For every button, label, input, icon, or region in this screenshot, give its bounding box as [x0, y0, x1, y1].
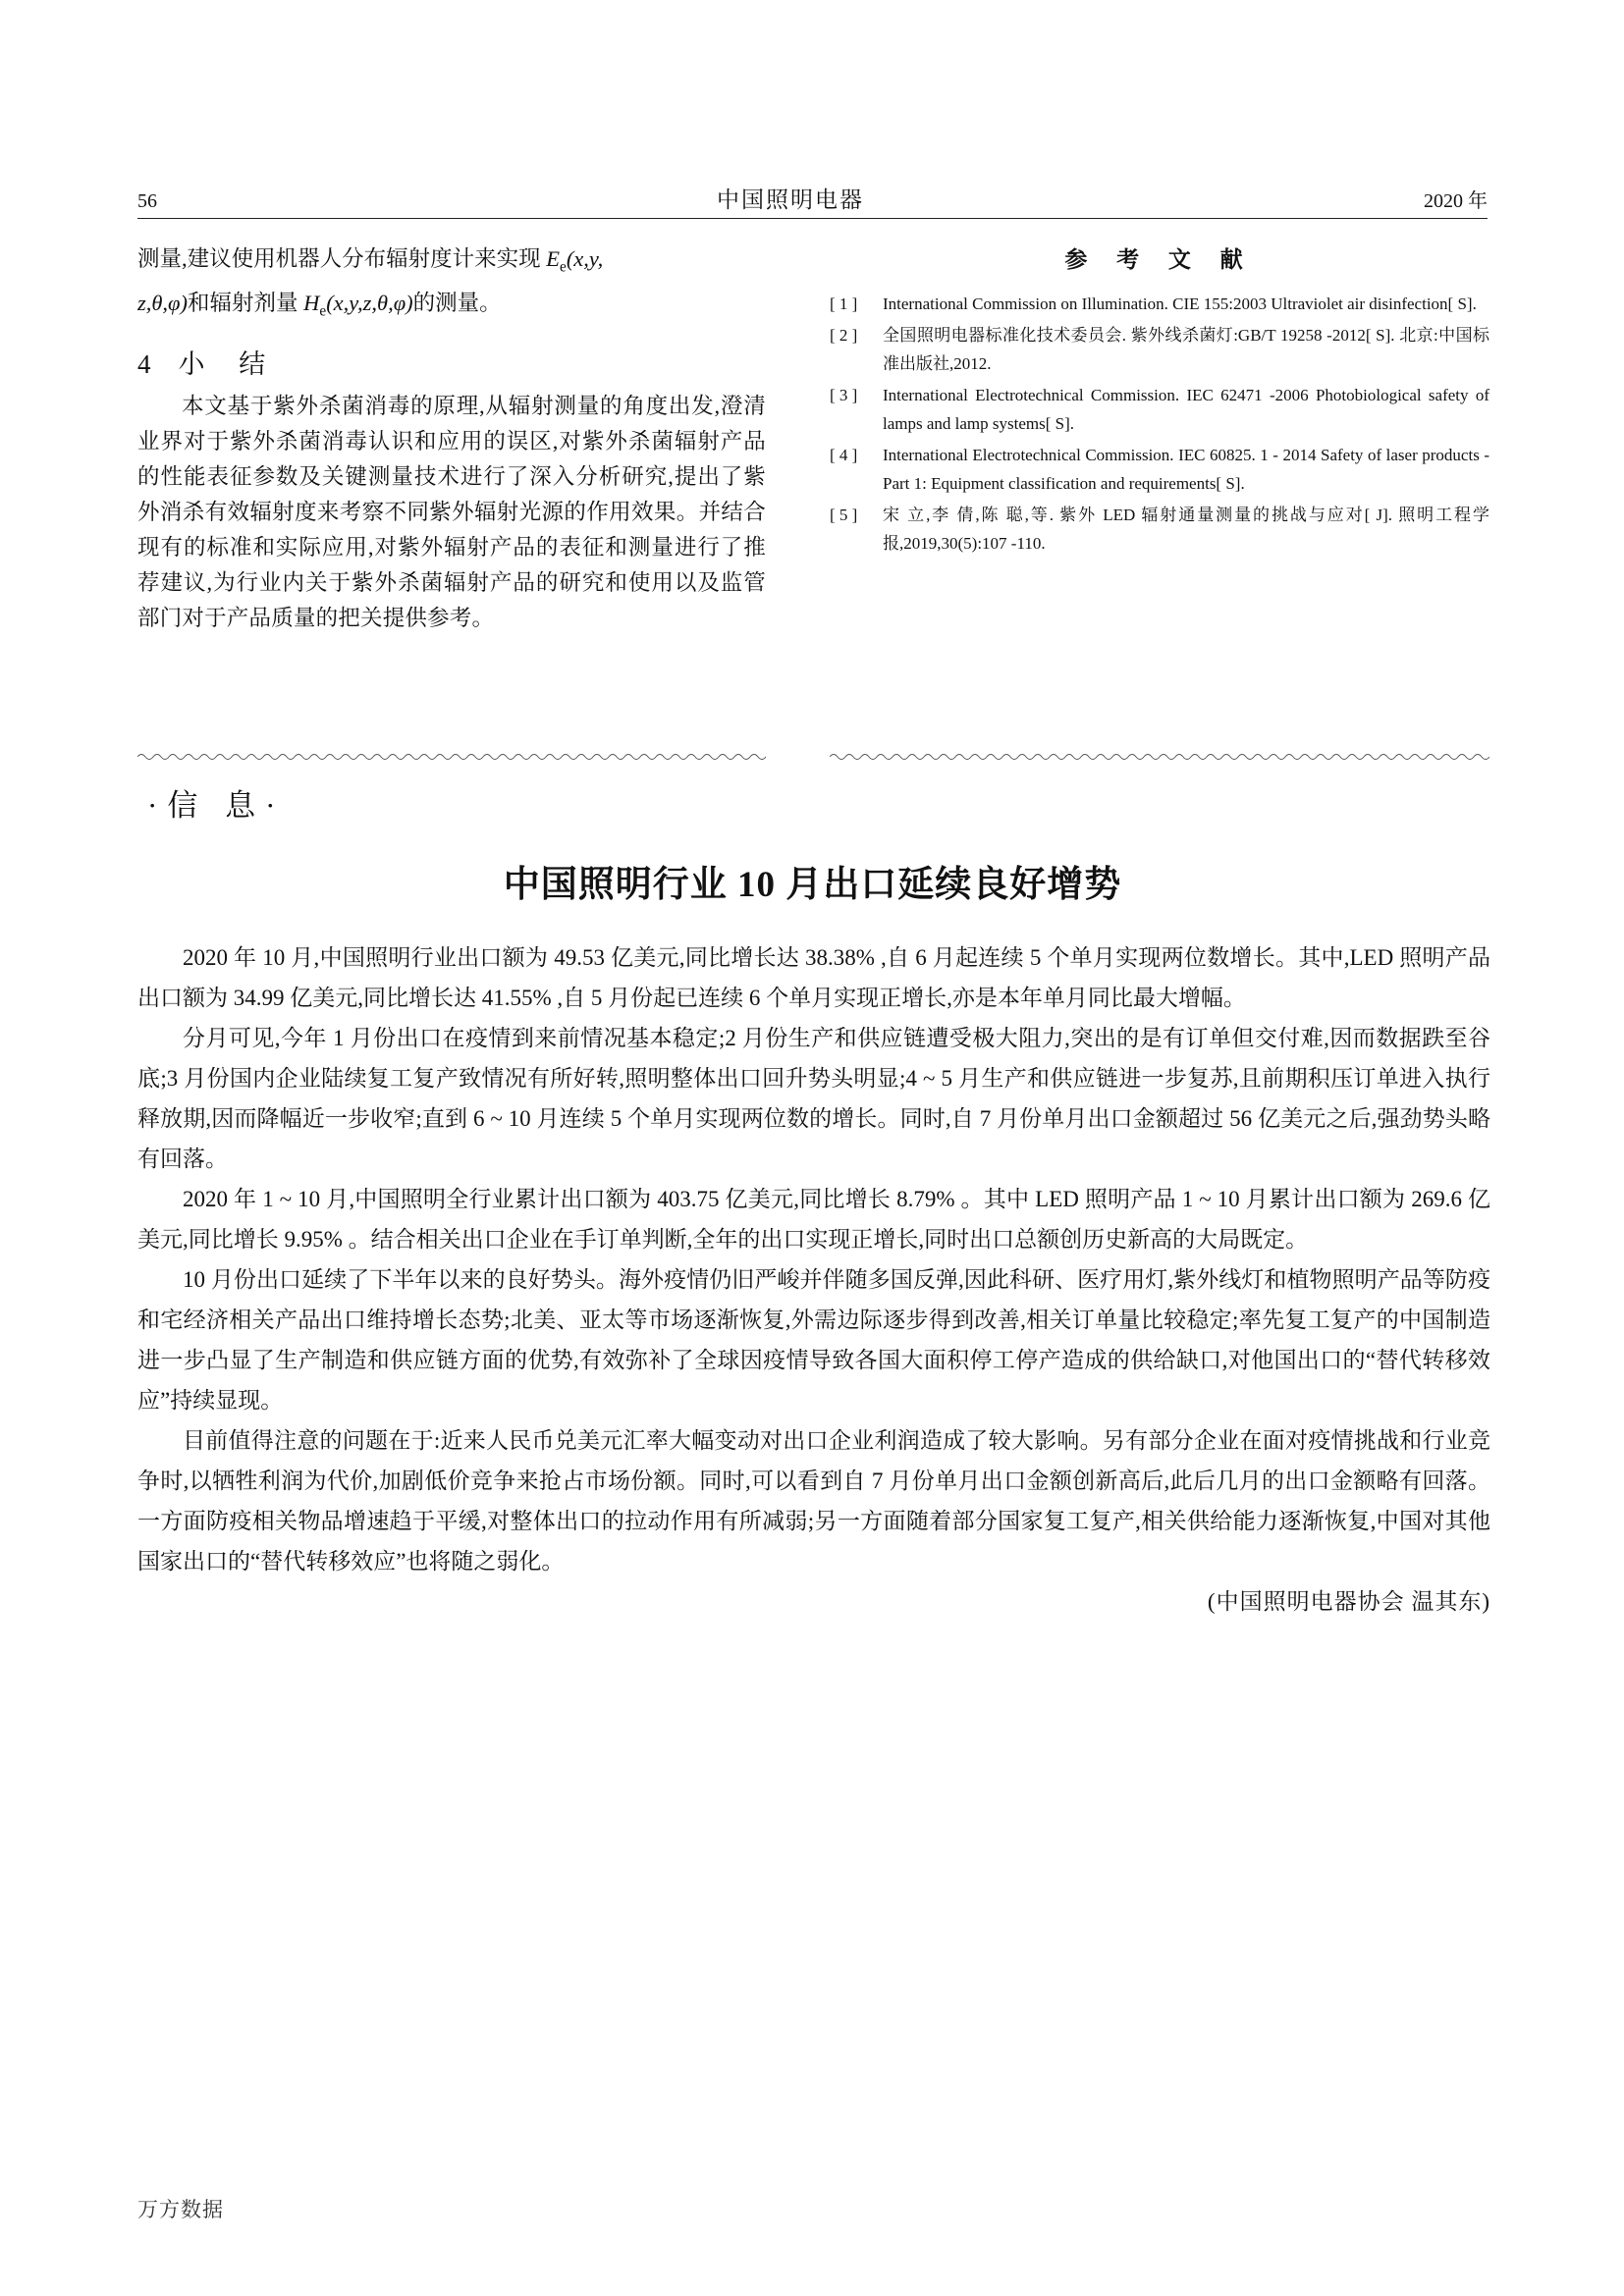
- reference-number: [ 2 ]: [830, 326, 858, 345]
- news-paragraph: 2020 年 1 ~ 10 月,中国照明全行业累计出口额为 403.75 亿美元,同比增长 8.79% 。其中 LED 照明产品 1 ~ 10 月累计出口额为 269.6 亿美元,同比增长 9.95% 。结合相关出口企业在手订单判断,全年的出口实现正增长,同时出口总额创历史新高的大局既定。: [137, 1187, 1490, 1252]
- wavy-divider-right: [830, 752, 1489, 762]
- symbol-H-args: (x,y,z,θ,φ): [326, 290, 413, 315]
- wavy-divider-left: [137, 752, 766, 762]
- continued-text-2: 和辐射剂量: [188, 290, 304, 315]
- symbol-E-args: (x,y,: [566, 246, 604, 271]
- reference-number: [ 1 ]: [830, 294, 858, 313]
- continued-text-3: 的测量。: [412, 290, 502, 315]
- reference-number: [ 4 ]: [830, 446, 858, 464]
- symbol-H-subscript: e: [319, 302, 327, 319]
- reference-text: 全国照明电器标准化技术委员会. 紫外线杀菌灯:GB/T 19258 -2012[ S]. 北京:中国标准出版社,2012.: [883, 326, 1489, 373]
- references-list: [830, 290, 1489, 558]
- summary-paragraph: 本文基于紫外杀菌消毒的原理,从辐射测量的角度出发,澄清业界对于紫外杀菌消毒认识和应用的误区,对紫外杀菌辐射产品的性能表征参数及关键测量技术进行了深入分析研究,提出了紫外消杀有效辐射度来考察不同紫外辐射光源的作用效果。并结合现有的标准和实际应用,对紫外辐射产品的表征和测量进行了推荐建议,为行业内关于紫外杀菌辐射产品的研究和使用以及监管部门对于产品质量的把关提供参考。: [137, 394, 766, 630]
- summary-paragraph-block: [137, 389, 766, 636]
- news-article-title: 中国照明行业 10 月出口延续良好增势: [503, 865, 1122, 905]
- info-section-label: ·信 息·: [147, 788, 286, 823]
- news-article-body: [137, 937, 1490, 1622]
- reference-number: [ 5 ]: [830, 506, 858, 524]
- reference-text: International Electrotechnical Commission. IEC 62471 -2006 Photobiological safety of lamps and lamp systems[ S].: [883, 386, 1489, 433]
- continued-text-1: 测量,建议使用机器人分布辐射度计来实现: [137, 246, 547, 271]
- header-divider: [137, 218, 1488, 219]
- reference-text: International Commission on Illumination. CIE 155:2003 Ultraviolet air disinfection[ S].: [883, 294, 1477, 313]
- page-number: 56: [137, 190, 157, 212]
- section-heading: [137, 343, 766, 381]
- left-column: [137, 241, 766, 636]
- journal-title: 中国照明电器: [717, 187, 864, 212]
- reference-item: [830, 381, 1489, 438]
- publication-year: 2020 年: [1424, 190, 1488, 212]
- right-column: [830, 241, 1489, 561]
- references-heading: 参 考 文 献: [1064, 247, 1255, 272]
- symbol-E-subscript: e: [560, 258, 567, 276]
- symbol-H: H: [303, 290, 320, 315]
- news-paragraph: 10 月份出口延续了下半年以来的良好势头。海外疫情仍旧严峻并伴随多国反弹,因此科研、医疗用灯,紫外线灯和植物照明产品等防疫和宅经济相关产品出口维持增长态势;北美、亚太等市场逐渐恢复,外需边际逐步得到改善,相关订单量比较稳定;率先复工复产的中国制造进一步凸显了生产制造和供应链方面的优势,有效弥补了全球因疫情导致各国大面积停工停产造成的供给缺口,对他国出口的“替代转移效应”持续显现。: [137, 1267, 1490, 1413]
- section-number: 4: [137, 349, 153, 379]
- news-paragraph: 分月可见,今年 1 月份出口在疫情到来前情况基本稳定;2 月份生产和供应链遭受极大阻力,突出的是有订单但交付难,因而数据跌至谷底;3 月份国内企业陆续复工复产致情况有所好转,照明整体出口回升势头明显;4 ~ 5 月生产和供应链进一步复苏,且前期积压订单进入执行释放期,因而降幅近一步收窄;直到 6 ~ 10 月连续 5 个单月实现两位数的增长。同时,自 7 月份单月出口金额超过 56 亿美元之后,强劲势头略有回落。: [137, 1026, 1490, 1171]
- page-header: [137, 182, 1488, 214]
- reference-item: [830, 441, 1489, 498]
- reference-item: [830, 321, 1489, 378]
- symbol-E: E: [546, 246, 561, 271]
- reference-number: [ 3 ]: [830, 386, 858, 404]
- reference-text: International Electrotechnical Commission. IEC 60825. 1 - 2014 Safety of laser products - Part 1: Equipment classification and requirements[ S].: [883, 446, 1489, 493]
- reference-item: [830, 501, 1489, 558]
- reference-text: 宋 立,李 倩,陈 聪,等. 紫外 LED 辐射通量测量的挑战与应对[ J]. 照明工程学报,2019,30(5):107 -110.: [883, 506, 1489, 553]
- news-paragraph: 2020 年 10 月,中国照明行业出口额为 49.53 亿美元,同比增长达 38.38% ,自 6 月起连续 5 个单月实现两位数增长。其中,LED 照明产品出口额为 34.99 亿美元,同比增长达 41.55% ,自 5 月份起已连续 6 个单月实现正增长,亦是本年单月同比最大增幅。: [137, 945, 1490, 1010]
- symbol-args-line2: z,θ,φ): [137, 290, 188, 315]
- database-watermark: 万方数据: [137, 2198, 224, 2221]
- reference-item: [830, 290, 1489, 318]
- section-title: 小 结: [178, 349, 280, 379]
- news-byline: (中国照明电器协会 温其东): [1207, 1589, 1490, 1614]
- news-paragraph: 目前值得注意的问题在于:近来人民币兑美元汇率大幅变动对出口企业利润造成了较大影响。另有部分企业在面对疫情挑战和行业竞争时,以牺牲利润为代价,加剧低价竞争来抢占市场份额。同时,可以看到自 7 月份单月出口金额创新高后,此后几月的出口金额略有回落。一方面防疫相关物品增速趋于平缓,对整体出口的拉动作用有所减弱;另一方面随着部分国家复工复产,相关供给能力逐渐恢复,中国对其他国家出口的“替代转移效应”也将随之弱化。: [137, 1428, 1490, 1574]
- continued-equation-paragraph: [137, 241, 766, 329]
